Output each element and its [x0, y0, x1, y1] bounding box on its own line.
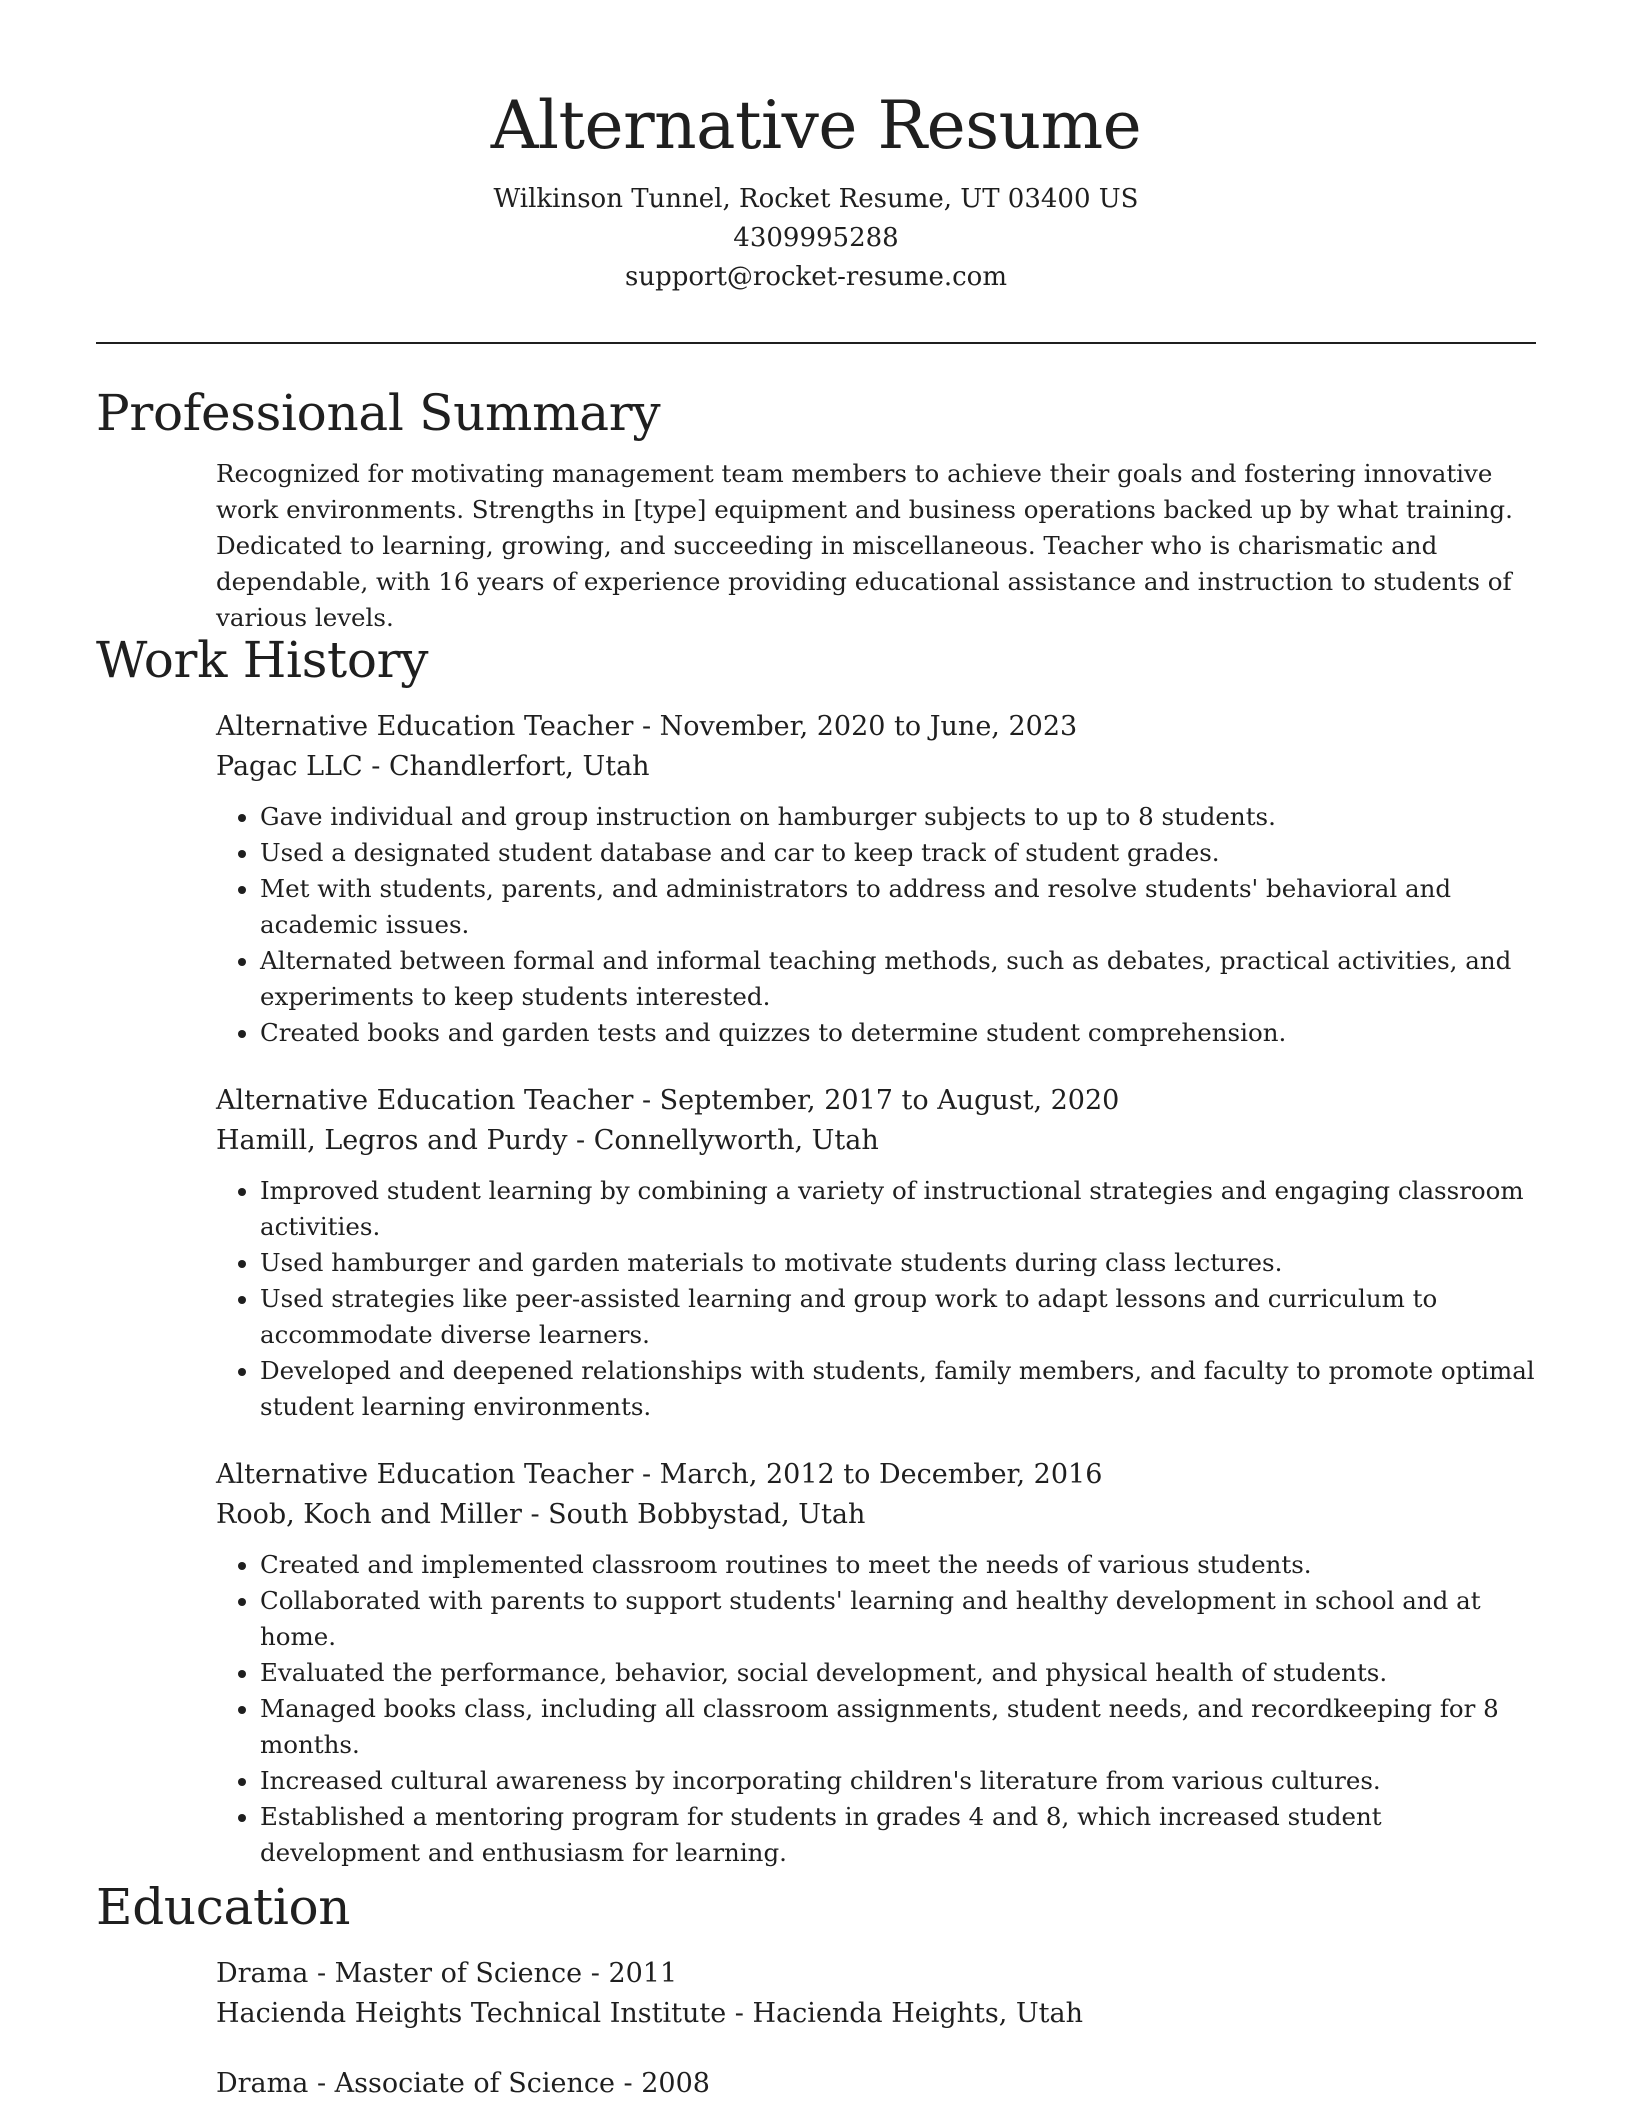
header-divider	[96, 342, 1536, 344]
duty-item: • Gave individual and group instruction on hamburger subjects to up to 8 students.	[260, 799, 1536, 835]
education-year: 2011	[608, 1958, 678, 1989]
duty-item: • Met with students, parents, and administrators to address and resolve students' behavioral and academic issues.	[260, 871, 1536, 943]
job-duties	[216, 1547, 1536, 1871]
job-duties	[216, 1173, 1536, 1425]
duty-item: • Used a designated student database and car to keep track of student grades.	[260, 835, 1536, 871]
separator: -	[726, 1998, 753, 2029]
job-title: Alternative Education Teacher	[216, 1459, 634, 1490]
job-company-line	[216, 1121, 1536, 1161]
education-entry	[216, 1954, 1536, 2034]
job-company-line	[216, 1495, 1536, 1535]
duty-item: • Managed books class, including all classroom assignments, student needs, and recordkeeping for 8 months.	[260, 1691, 1536, 1763]
education-title: Education	[96, 1878, 351, 1936]
job-title-line	[216, 1455, 1536, 1495]
job-dates: March, 2012 to December, 2016	[659, 1459, 1103, 1490]
separator: -	[362, 751, 389, 782]
job-entry	[216, 707, 1536, 1051]
separator: -	[633, 1459, 660, 1490]
job-company: Hamill, Legros and Purdy	[216, 1125, 568, 1156]
separator: -	[308, 2068, 335, 2099]
separator: -	[633, 711, 660, 742]
duty-item: • Created books and garden tests and quizzes to determine student comprehension.	[260, 1015, 1536, 1051]
job-title-line	[216, 707, 1536, 747]
duty-item: • Created and implemented classroom routines to meet the needs of various students.	[260, 1547, 1536, 1583]
job-location: South Bobbystad, Utah	[548, 1499, 866, 1530]
job-company: Pagac LLC	[216, 751, 363, 782]
duty-item: • Evaluated the performance, behavior, social development, and physical health of students.	[260, 1655, 1536, 1691]
education-degree: Master of Science	[334, 1958, 583, 1989]
job-duties	[216, 799, 1536, 1051]
contact-address: Wilkinson Tunnel, Rocket Resume, UT 03400 US	[493, 184, 1139, 214]
job-title-line	[216, 1081, 1536, 1121]
duty-item: • Established a mentoring program for students in grades 4 and 8, which increased student development and enthusiasm for learning.	[260, 1799, 1536, 1871]
education-degree-line	[216, 1954, 1536, 1994]
job-title: Alternative Education Teacher	[216, 711, 634, 742]
summary-section	[96, 382, 1536, 636]
work-history-list	[216, 707, 1536, 1871]
job-dates: September, 2017 to August, 2020	[659, 1085, 1120, 1116]
job-location: Chandlerfort, Utah	[388, 751, 650, 782]
separator: -	[614, 2068, 642, 2099]
duty-item: • Increased cultural awareness by incorporating children's literature from various cultures.	[260, 1763, 1536, 1799]
contact-email: support@rocket-resume.com	[624, 262, 1007, 292]
education-location: Hacienda Heights, Utah	[752, 1998, 1084, 2029]
education-school-line	[216, 1994, 1536, 2034]
education-field: Drama	[216, 1958, 309, 1989]
job-entry	[216, 1081, 1536, 1425]
duty-item: • Used strategies like peer-assisted learning and group work to adapt lessons and curriculum to accommodate diverse learners.	[260, 1281, 1536, 1353]
job-company: Roob, Koch and Miller	[216, 1499, 522, 1530]
duty-item: • Alternated between formal and informal teaching methods, such as debates, practical activities, and experiments to keep students interested.	[260, 943, 1536, 1015]
job-company-line	[216, 747, 1536, 787]
separator: -	[308, 1958, 335, 1989]
work-history-title: Work History	[96, 631, 429, 689]
resume-name: Alternative Resume	[490, 87, 1142, 164]
summary-title: Professional Summary	[96, 384, 661, 442]
separator: -	[567, 1125, 594, 1156]
summary-text: Recognized for motivating management team members to achieve their goals and fostering innovative work environments. Strengths in [type] equipment and business operations backed up by what training. Dedicated to learning, growing, and succeeding in miscellaneous. Teacher who is charismatic and dependable, with 16 years of experience providing educational assistance and instruction to students of various levels.	[216, 459, 1513, 632]
education-entry	[216, 2064, 1536, 2104]
separator: -	[521, 1499, 549, 1530]
job-location: Connellyworth, Utah	[593, 1125, 879, 1156]
education-degree: Associate of Science	[334, 2068, 615, 2099]
separator: -	[633, 1085, 660, 1116]
education-year: 2008	[641, 2068, 710, 2099]
duty-item: • Collaborated with parents to support students' learning and healthy development in school and at home.	[260, 1583, 1536, 1655]
job-title: Alternative Education Teacher	[216, 1085, 634, 1116]
duty-item: • Used hamburger and garden materials to motivate students during class lectures.	[260, 1245, 1536, 1281]
contact-phone: 4309995288	[733, 223, 899, 253]
resume-header	[96, 82, 1536, 297]
work-history-section	[96, 629, 1536, 1871]
education-list	[216, 1954, 1536, 2104]
education-field: Drama	[216, 2068, 309, 2099]
duty-item: • Developed and deepened relationships with students, family members, and faculty to promote optimal student learning environments.	[260, 1353, 1536, 1425]
education-section	[96, 1876, 1536, 2104]
separator: -	[582, 1958, 609, 1989]
education-degree-line	[216, 2064, 1536, 2104]
duty-item: • Improved student learning by combining a variety of instructional strategies and engaging classroom activities.	[260, 1173, 1536, 1245]
education-school: Hacienda Heights Technical Institute	[216, 1998, 727, 2029]
job-entry	[216, 1455, 1536, 1871]
job-dates: November, 2020 to June, 2023	[659, 711, 1078, 742]
